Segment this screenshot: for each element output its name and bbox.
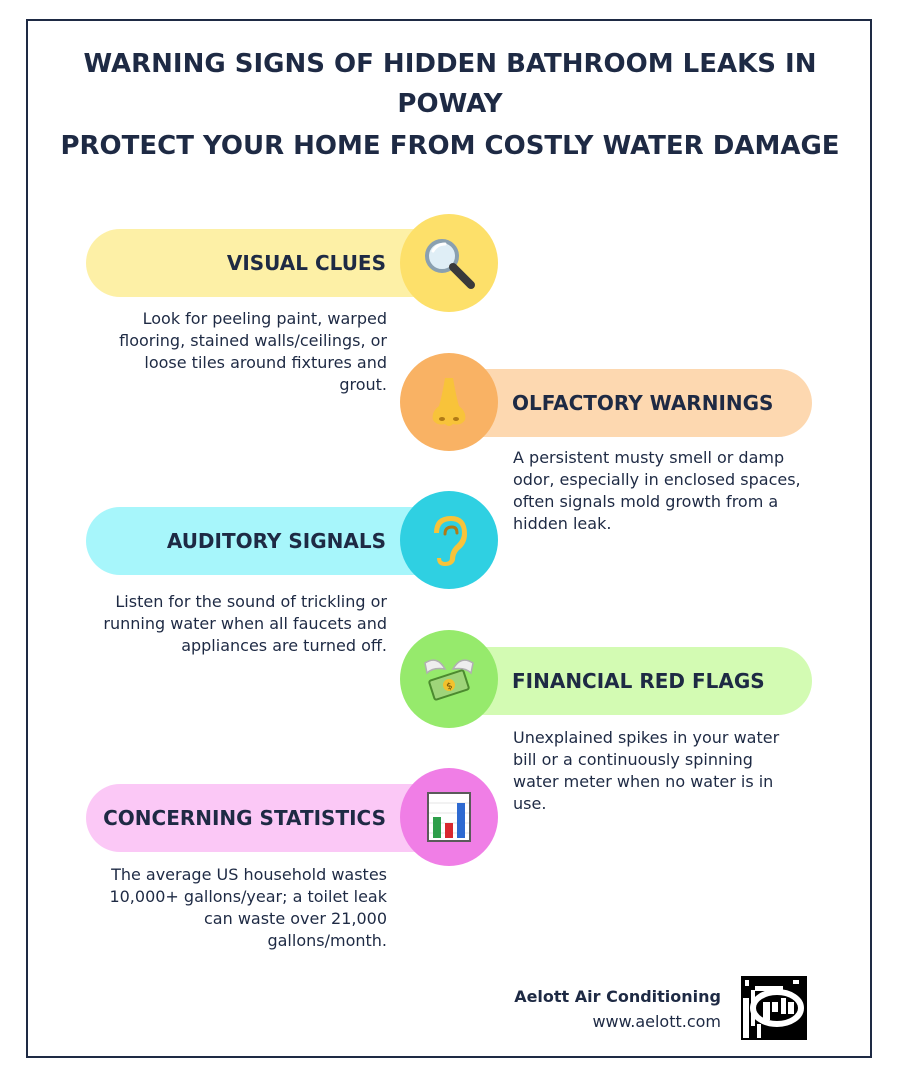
section-description-auditory-signals: Listen for the sound of trickling or running water when all faucets and appliances are turned off. bbox=[103, 592, 387, 655]
magnifying-glass-icon bbox=[421, 235, 477, 291]
section-circle-visual-clues bbox=[400, 214, 498, 312]
section-pill-concerning-statistics bbox=[86, 784, 446, 852]
company-logo-icon bbox=[741, 976, 807, 1040]
money-with-wings-icon bbox=[421, 653, 477, 705]
section-circle-concerning-statistics bbox=[400, 768, 498, 866]
page-title: WARNING SIGNS OF HIDDEN BATHROOM LEAKS IN POWAY bbox=[83, 49, 817, 119]
section-label-auditory-signals: AUDITORY SIGNALS bbox=[166, 529, 386, 553]
bar-chart-icon bbox=[426, 791, 472, 843]
section-description-financial-red-flags: Unexplained spikes in your water bill or a continuously spinning water meter when no water is in use. bbox=[513, 728, 780, 813]
svg-text:$: $ bbox=[445, 681, 454, 693]
section-pill-visual-clues bbox=[86, 229, 446, 297]
section-circle-olfactory-warnings bbox=[400, 353, 498, 451]
section-description-visual-clues: Look for peeling paint, warped flooring, stained walls/ceilings, or loose tiles around fixtures and grout. bbox=[119, 309, 387, 394]
company-website[interactable]: www.aelott.com bbox=[592, 1012, 721, 1031]
section-description-olfactory-warnings: A persistent musty smell or damp odor, especially in enclosed spaces, often signals mold growth from a hidden leak. bbox=[513, 448, 801, 533]
section-description-concerning-statistics: The average US household wastes 10,000+ gallons/year; a toilet leak can waste over 21,000 gallons/month. bbox=[109, 865, 387, 950]
section-circle-auditory-signals bbox=[400, 491, 498, 589]
ear-icon bbox=[427, 512, 471, 568]
section-pill-auditory-signals bbox=[86, 507, 446, 575]
section-label-financial-red-flags: FINANCIAL RED FLAGS bbox=[512, 669, 765, 693]
company-name: Aelott Air Conditioning bbox=[514, 987, 721, 1006]
section-pill-olfactory-warnings bbox=[450, 369, 812, 437]
page-subtitle: PROTECT YOUR HOME FROM COSTLY WATER DAMAGE bbox=[60, 131, 840, 161]
nose-icon bbox=[425, 374, 473, 430]
section-label-olfactory-warnings: OLFACTORY WARNINGS bbox=[512, 391, 774, 415]
section-label-visual-clues: VISUAL CLUES bbox=[226, 251, 386, 275]
section-label-concerning-statistics: CONCERNING STATISTICS bbox=[103, 806, 386, 830]
section-pill-financial-red-flags bbox=[450, 647, 812, 715]
section-circle-financial-red-flags bbox=[400, 630, 498, 728]
